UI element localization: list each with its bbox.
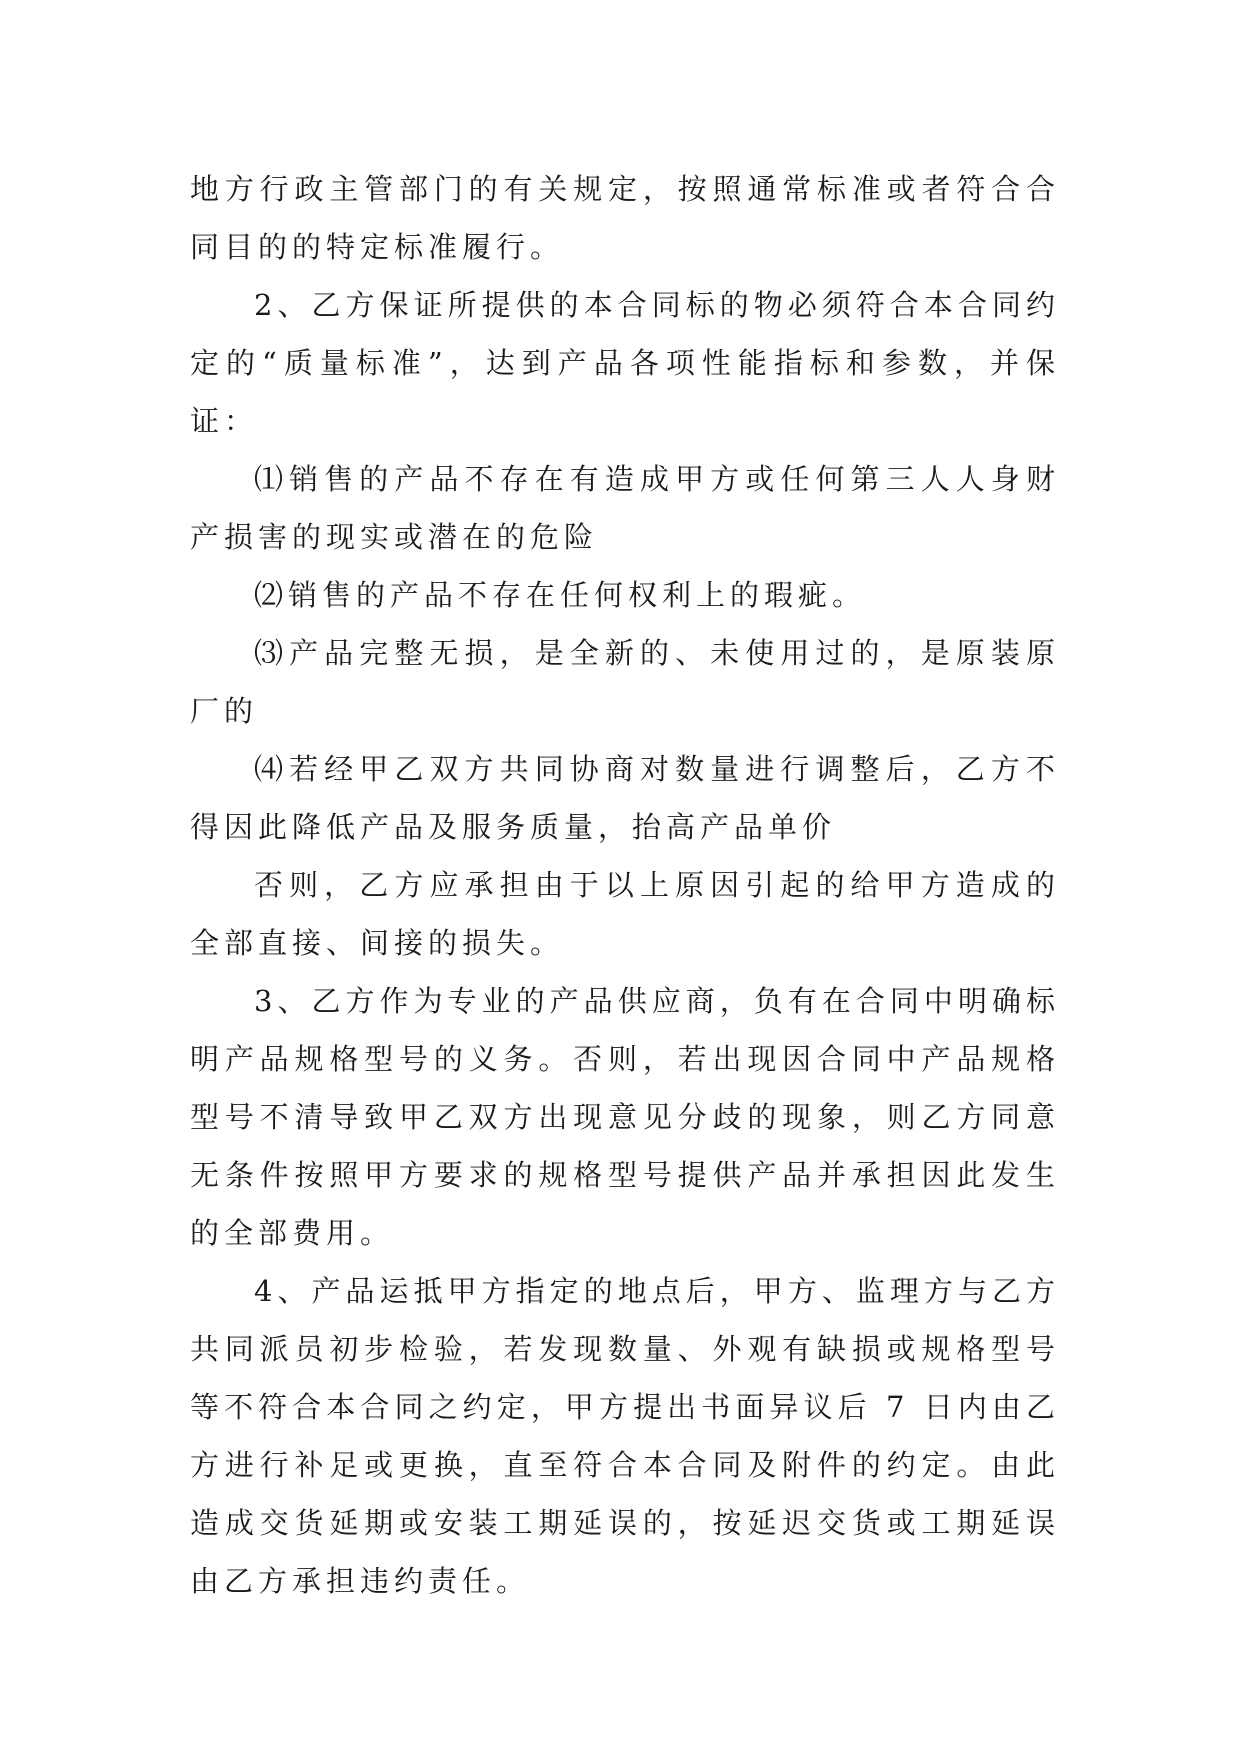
paragraph-2: 2、乙方保证所提供的本合同标的物必须符合本合同约定的“质量标准”，达到产品各项性能指标和参数，并保证：: [190, 288, 1060, 438]
paragraph-8: 3、乙方作为专业的产品供应商，负有在合同中明确标明产品规格型号的义务。否则，若出现因合同中产品规格型号不清导致甲乙双方出现意见分歧的现象，则乙方同意无条件按照甲方要求的规格型号提供产品并承担因此发生的全部费用。: [190, 984, 1060, 1250]
paragraph-6: ⑷若经甲乙双方共同协商对数量进行调整后，乙方不得因此降低产品及服务质量，抬高产品单价: [190, 752, 1060, 844]
paragraph-5: ⑶产品完整无损，是全新的、未使用过的，是原装原厂的: [190, 636, 1060, 728]
document-body: [190, 160, 1060, 1610]
paragraph-4: ⑵销售的产品不存在任何权利上的瑕疵。: [254, 578, 867, 612]
paragraph-1: 地方行政主管部门的有关规定，按照通常标准或者符合合同目的的特定标准履行。: [190, 172, 1060, 264]
paragraph-9: 4、产品运抵甲方指定的地点后，甲方、监理方与乙方共同派员初步检验，若发现数量、外观有缺损或规格型号等不符合本合同之约定，甲方提出书面异议后 7 日内由乙方进行补足或更换，直至符合本合同及附件的约定。由此造成交货延期或安装工期延误的，按延迟交货或工期延误由乙方承担违约责任。: [190, 1274, 1060, 1598]
paragraph-3: ⑴销售的产品不存在有造成甲方或任何第三人人身财产损害的现实或潜在的危险: [190, 462, 1060, 554]
paragraph-7: 否则，乙方应承担由于以上原因引起的给甲方造成的全部直接、间接的损失。: [190, 868, 1060, 960]
